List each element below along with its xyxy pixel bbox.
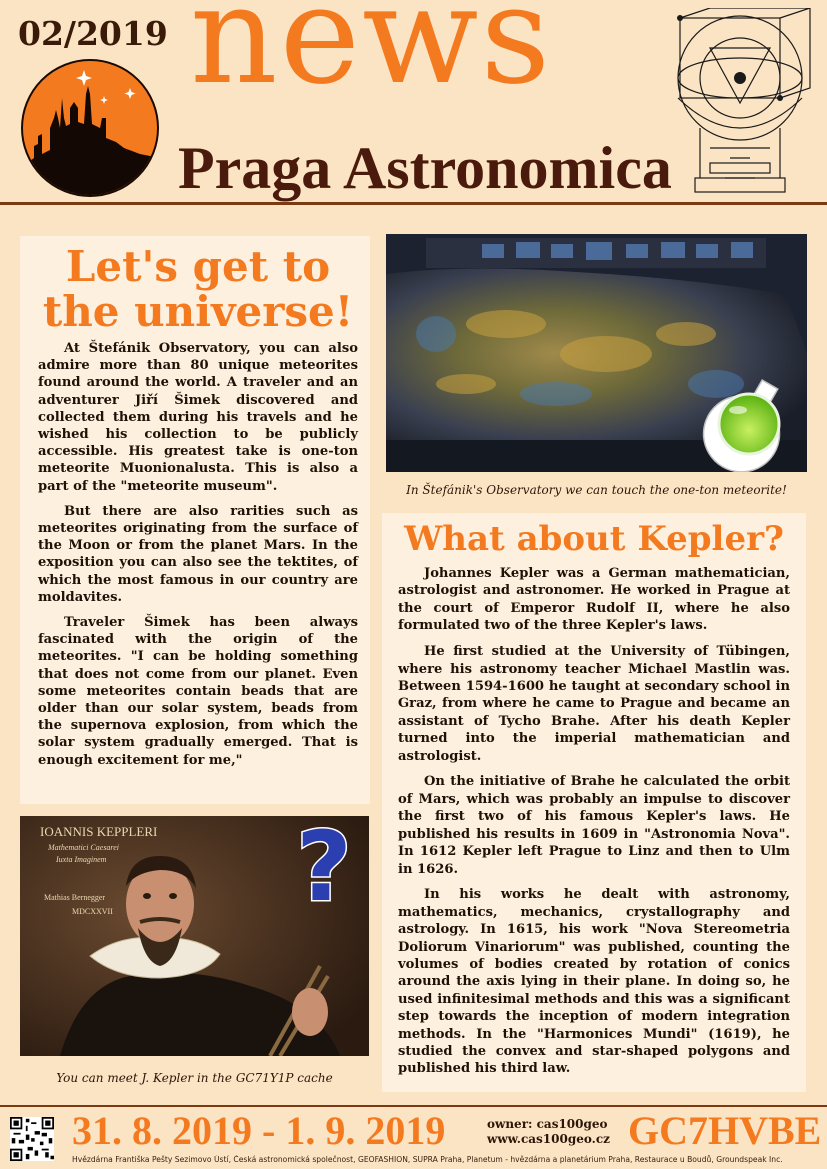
paragraph: He first studied at the University of Tübingen, where his astronomy teacher Michael Mastlin was. Between 1594-1600 he taught at secondary school in Graz, from where he came to Prague and became an assistant of Tycho Brahe. After his death Kepler turned into the imperial mathematician and astrologist. xyxy=(398,644,790,764)
portrait-inscription-line: Mathematici Caesarei xyxy=(48,843,120,852)
newsletter-title: Praga Astronomica xyxy=(178,135,672,201)
footer xyxy=(0,1105,827,1169)
paragraph: On the initiative of Brahe he calculated the orbit of Mars, which was probably an impulse to discover the first two of his famous Kepler's laws. He published his results in 1609 in "Astronomia Nova". In 1612 Kepler left Prague to Linz and then to Ulm in 1626. xyxy=(398,774,790,877)
owner-info xyxy=(487,1117,610,1147)
sponsors-line: Hvězdárna Františka Pešty Sezimovo Ústí, Česká astronomická společnost, GEOFASHION, SUPRA Praha, Planetum - hvězdárna a planetárium Praha, Restaurace u Boudů, Groundspeak Inc. xyxy=(72,1155,783,1164)
article-body xyxy=(38,340,358,769)
prague-castle-logo xyxy=(20,58,160,198)
meteorite-photo xyxy=(386,234,807,472)
paragraph: Traveler Šimek has been always fascinated with the origin of the meteorites. "I can be holding something that does not come from our planet. Even some meteorites contain beads that are older than our solar system, beads from the supernova explosion, from which the solar system gradually emerged. That is enough excitement for me," xyxy=(38,615,358,768)
meteorite-photo-caption: In Štefánik's Observatory we can touch the one-ton meteorite! xyxy=(406,483,787,497)
article-heading: What about Kepler? xyxy=(404,519,784,559)
paragraph: In his works he dealt with astronomy, mathematics, mechanics, crystallography and astrology. In 1615, his work "Nova Stereometria Doliorum Vinariorum" was published, counting the volumes of bodies created by rotation of conics around the axis lying in their plane. In doing so, he used infinitesimal methods and this was a significant step towards the inception of modern integration methods. In the "Harmonices Mundi" (1619), he studied the convex and star-shaped polygons and published his third law. xyxy=(398,887,790,1077)
portrait-inscription-line: IOANNIS KEPPLERI xyxy=(40,824,158,839)
portrait-inscription-line: Mathias Bernegger xyxy=(44,893,106,902)
portrait-inscription-line: Iuxta Imaginem xyxy=(56,855,107,864)
paragraph: But there are also rarities such as meteorites originating from the surface of the Moon or from the planet Mars. In the exposition you can also see the tektites, of which the most famous in our country are moldavites. xyxy=(38,503,358,605)
paragraph: At Štefánik Observatory, you can also admire more than 80 unique meteorites found around the world. A traveler and an adventurer Jiří Šimek discovered and collected them during his travels and he wished his collection to be publicly accessible. His greatest take is one-ton meteorite Muonionalusta. This is also a part of the "meteorite museum". xyxy=(38,341,358,494)
svg-text:?: ? xyxy=(296,816,352,923)
masthead xyxy=(0,0,827,205)
qr-code[interactable] xyxy=(10,1117,54,1161)
cache-code: GC7HVBE xyxy=(628,1108,822,1153)
article-kepler xyxy=(382,513,806,1092)
owner-line: owner: cas100geo xyxy=(487,1117,608,1131)
article-heading: Let's get to the universe! xyxy=(42,242,354,336)
kepler-cosmic-model-illustration xyxy=(640,8,820,198)
website-link[interactable]: www.cas100geo.cz xyxy=(487,1132,610,1146)
article-body xyxy=(398,565,790,1078)
portrait-inscription-line: MDCXXVII xyxy=(72,907,113,916)
issue-number: 02/2019 xyxy=(18,14,168,53)
article-universe xyxy=(20,236,370,804)
kepler-portrait xyxy=(20,816,369,1056)
event-dates: 31. 8. 2019 - 1. 9. 2019 xyxy=(72,1108,446,1153)
question-mark-icon xyxy=(296,816,352,923)
paragraph: Johannes Kepler was a German mathematician, astrologist and astronomer. He worked in Prague at the court of Emperor Rudolf II, where he also formulated two of the three Kepler's laws. xyxy=(398,566,790,634)
kepler-photo-caption: You can meet J. Kepler in the GC71Y1P cache xyxy=(56,1071,333,1085)
news-wordmark: news xyxy=(190,0,553,115)
